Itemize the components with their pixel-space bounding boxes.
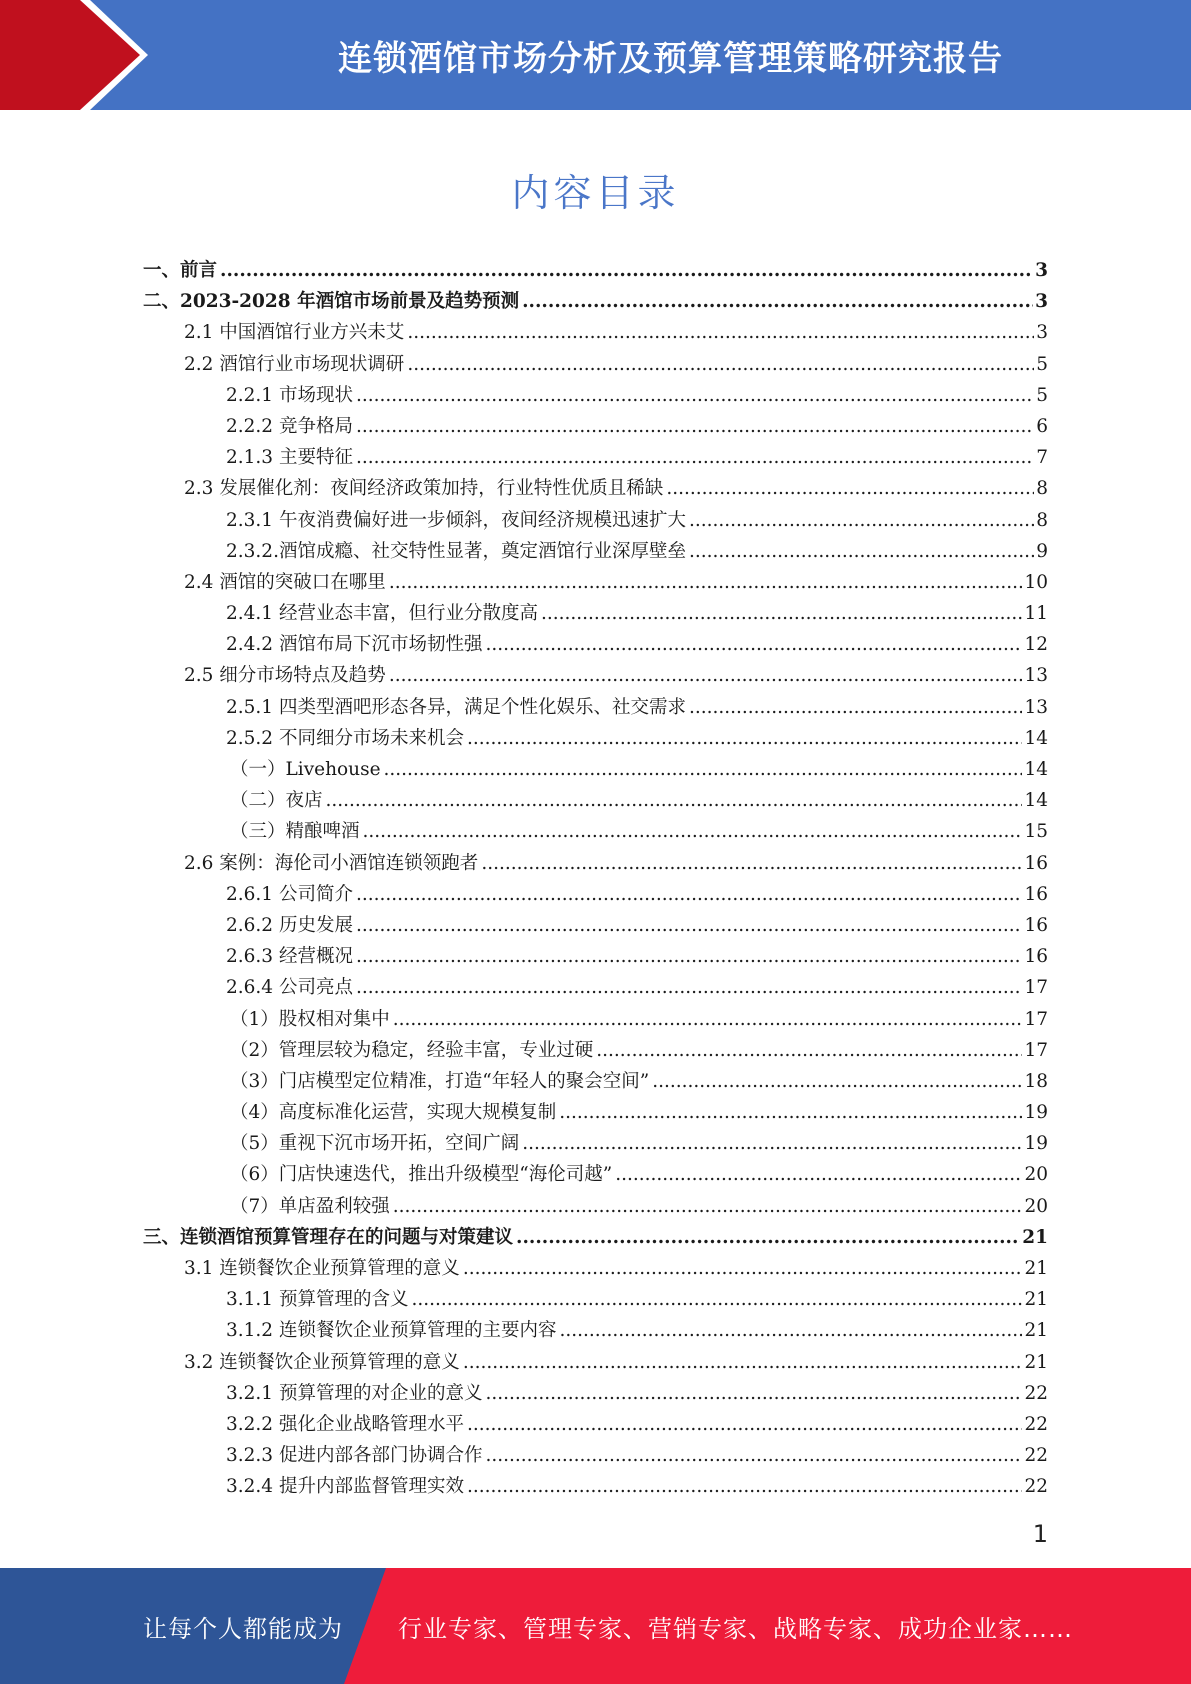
toc-leader-dots bbox=[559, 1097, 1022, 1128]
toc-entry[interactable] bbox=[143, 879, 1048, 910]
toc-entry[interactable] bbox=[143, 1159, 1048, 1190]
toc-entry[interactable] bbox=[143, 598, 1048, 629]
toc-entry[interactable] bbox=[143, 1378, 1048, 1409]
toc-entry-page: 3 bbox=[1035, 291, 1048, 313]
toc-entry-page: 17 bbox=[1024, 1008, 1048, 1030]
toc-entry[interactable] bbox=[143, 1066, 1048, 1097]
toc-leader-dots bbox=[516, 1222, 1020, 1253]
toc-entry-title: 2.3 发展催化剂：夜间经济政策加持，行业特性优质且稀缺 bbox=[184, 478, 664, 500]
toc-entry[interactable] bbox=[143, 692, 1048, 723]
toc-entry[interactable] bbox=[143, 1409, 1048, 1440]
toc-entry-page: 16 bbox=[1024, 946, 1048, 968]
toc-entry-page: 16 bbox=[1024, 914, 1048, 936]
toc-entry-page: 8 bbox=[1036, 478, 1048, 500]
toc-entry-title: （一）Livehouse bbox=[230, 759, 381, 780]
toc-entry[interactable] bbox=[143, 505, 1048, 536]
toc-entry[interactable] bbox=[143, 1128, 1048, 1159]
toc-leader-dots bbox=[467, 1471, 1022, 1502]
toc-entry-title: （3）门店模型定位精准，打造“年轻人的聚会空间” bbox=[230, 1070, 650, 1092]
toc-entry-page: 14 bbox=[1024, 790, 1048, 812]
toc-entry-page: 18 bbox=[1024, 1070, 1048, 1092]
toc-leader-dots bbox=[356, 879, 1023, 910]
toc-leader-dots bbox=[389, 567, 1023, 598]
toc-entry-title: 3.2.3 促进内部各部门协调合作 bbox=[226, 1445, 483, 1467]
toc-entry-page: 21 bbox=[1024, 1289, 1048, 1311]
toc-entry-page: 14 bbox=[1024, 759, 1048, 780]
toc-leader-dots bbox=[689, 692, 1022, 723]
toc-entry-page: 9 bbox=[1036, 540, 1048, 562]
footer-band bbox=[0, 1568, 1191, 1684]
toc-leader-dots bbox=[363, 816, 1023, 847]
toc-entry-title: 3.2 连锁餐饮企业预算管理的意义 bbox=[184, 1351, 460, 1373]
toc-leader-dots bbox=[689, 505, 1034, 536]
toc-entry[interactable] bbox=[143, 1004, 1048, 1035]
toc-leader-dots bbox=[467, 723, 1022, 754]
toc-leader-dots bbox=[384, 754, 1023, 785]
toc-leader-dots bbox=[411, 1284, 1022, 1315]
toc-entry-page: 13 bbox=[1024, 696, 1048, 718]
toc-entry[interactable] bbox=[143, 567, 1048, 598]
toc-entry[interactable] bbox=[143, 941, 1048, 972]
report-title: 连锁酒馆市场分析及预算管理策略研究报告 bbox=[338, 38, 1003, 79]
toc-leader-dots bbox=[463, 1347, 1023, 1378]
toc-leader-dots bbox=[356, 972, 1023, 1003]
toc-entry[interactable] bbox=[143, 536, 1048, 567]
toc-entry-page: 8 bbox=[1036, 509, 1048, 531]
header-band bbox=[0, 0, 1191, 110]
toc-entry-title: 一、前言 bbox=[143, 260, 218, 281]
toc-leader-dots bbox=[522, 286, 1033, 317]
toc-entry-page: 6 bbox=[1036, 415, 1048, 437]
toc-entry-page: 22 bbox=[1024, 1382, 1048, 1404]
toc-entry-title: 3.2.2 强化企业战略管理水平 bbox=[226, 1413, 464, 1435]
toc-entry-title: （4）高度标准化运营，实现大规模复制 bbox=[230, 1102, 557, 1124]
toc-entry[interactable] bbox=[143, 629, 1048, 660]
toc-entry-title: （5）重视下沉市场开拓，空间广阔 bbox=[230, 1133, 520, 1155]
toc-entry-title: 2.1.3 主要特征 bbox=[226, 447, 353, 469]
toc-entry[interactable] bbox=[143, 972, 1048, 1003]
toc-leader-dots bbox=[220, 255, 1033, 286]
toc-leader-dots bbox=[356, 380, 1034, 411]
toc-entry[interactable] bbox=[143, 380, 1048, 411]
toc-leader-dots bbox=[356, 442, 1034, 473]
toc-leader-dots bbox=[541, 598, 1022, 629]
toc-entry-page: 21 bbox=[1024, 1320, 1048, 1342]
toc-entry-title: 二、2023-2028 年酒馆市场前景及趋势预测 bbox=[143, 291, 520, 313]
toc-entry-page: 20 bbox=[1024, 1195, 1048, 1217]
toc-leader-dots bbox=[407, 317, 1034, 348]
toc-entry-title: （三）精酿啤酒 bbox=[230, 821, 360, 843]
toc-entry[interactable] bbox=[143, 411, 1048, 442]
toc-entry-title: （6）门店快速迭代，推出升级模型“海伦司越” bbox=[230, 1164, 613, 1186]
toc-entry-page: 7 bbox=[1036, 447, 1048, 469]
toc-leader-dots bbox=[356, 941, 1023, 972]
toc-entry[interactable] bbox=[143, 317, 1048, 348]
toc-entry-title: 2.5 细分市场特点及趋势 bbox=[184, 665, 386, 687]
toc-entry-title: 2.6.1 公司简介 bbox=[226, 883, 353, 905]
toc-leader-dots bbox=[485, 1378, 1022, 1409]
toc-leader-dots bbox=[689, 536, 1034, 567]
toc-leader-dots bbox=[356, 411, 1034, 442]
toc-entry[interactable] bbox=[143, 723, 1048, 754]
toc-entry[interactable] bbox=[143, 255, 1048, 286]
toc-entry-page: 13 bbox=[1024, 665, 1048, 687]
toc-leader-dots bbox=[463, 1253, 1023, 1284]
toc-entry-title: 3.1.2 连锁餐饮企业预算管理的主要内容 bbox=[226, 1320, 557, 1342]
toc-entry[interactable] bbox=[143, 286, 1048, 317]
toc-entry[interactable] bbox=[143, 785, 1048, 816]
toc-entry-title: 三、连锁酒馆预算管理存在的问题与对策建议 bbox=[143, 1226, 514, 1248]
table-of-contents bbox=[143, 255, 1048, 1503]
toc-entry[interactable] bbox=[143, 1315, 1048, 1346]
toc-entry-page: 3 bbox=[1036, 322, 1048, 344]
toc-entry[interactable] bbox=[143, 1035, 1048, 1066]
toc-entry-page: 5 bbox=[1036, 353, 1048, 375]
toc-entry-page: 5 bbox=[1036, 384, 1048, 406]
toc-entry-title: 3.1 连锁餐饮企业预算管理的意义 bbox=[184, 1258, 460, 1279]
toc-entry-title: 2.3.1 午夜消费偏好进一步倾斜，夜间经济规模迅速扩大 bbox=[226, 509, 686, 531]
toc-entry[interactable] bbox=[143, 1284, 1048, 1315]
toc-entry-title: 2.5.1 四类型酒吧形态各异，满足个性化娱乐、社交需求 bbox=[226, 696, 686, 718]
toc-entry-title: （2）管理层较为稳定，经验丰富，专业过硬 bbox=[230, 1039, 594, 1061]
toc-entry-title: 3.2.4 提升内部监督管理实效 bbox=[226, 1476, 464, 1498]
toc-entry[interactable] bbox=[143, 442, 1048, 473]
toc-leader-dots bbox=[615, 1159, 1022, 1190]
toc-entry-page: 17 bbox=[1024, 1039, 1048, 1061]
toc-leader-dots bbox=[389, 660, 1023, 691]
toc-leader-dots bbox=[485, 1440, 1022, 1471]
toc-entry[interactable] bbox=[143, 754, 1048, 785]
toc-entry-page: 14 bbox=[1024, 727, 1048, 749]
toc-entry[interactable] bbox=[143, 1440, 1048, 1471]
toc-leader-dots bbox=[393, 1191, 1023, 1222]
toc-entry-title: （二）夜店 bbox=[230, 790, 323, 812]
toc-leader-dots bbox=[356, 910, 1023, 941]
toc-leader-dots bbox=[393, 1004, 1023, 1035]
toc-entry-title: 2.2.2 竞争格局 bbox=[226, 415, 353, 437]
toc-entry-page: 17 bbox=[1024, 977, 1048, 999]
toc-entry-title: （1）股权相对集中 bbox=[230, 1008, 390, 1030]
toc-entry-title: 2.6.2 历史发展 bbox=[226, 914, 353, 936]
toc-entry-title: 2.6.3 经营概况 bbox=[226, 946, 353, 968]
toc-leader-dots bbox=[407, 349, 1034, 380]
toc-entry-title: 2.5.2 不同细分市场未来机会 bbox=[226, 727, 464, 749]
toc-entry-page: 3 bbox=[1035, 260, 1048, 281]
toc-entry-title: 2.1 中国酒馆行业方兴未艾 bbox=[184, 322, 405, 344]
toc-entry-page: 22 bbox=[1024, 1413, 1048, 1435]
toc-entry[interactable] bbox=[143, 848, 1048, 879]
toc-entry[interactable] bbox=[143, 473, 1048, 504]
toc-entry-page: 20 bbox=[1024, 1164, 1048, 1186]
toc-entry[interactable] bbox=[143, 1471, 1048, 1502]
toc-entry-page: 16 bbox=[1024, 883, 1048, 905]
toc-entry-page: 21 bbox=[1022, 1226, 1048, 1248]
toc-entry-title: 3.1.1 预算管理的含义 bbox=[226, 1289, 409, 1311]
toc-entry-page: 16 bbox=[1024, 852, 1048, 874]
toc-entry[interactable] bbox=[143, 816, 1048, 847]
toc-leader-dots bbox=[666, 473, 1034, 504]
toc-leader-dots bbox=[326, 785, 1023, 816]
toc-entry-page: 11 bbox=[1024, 603, 1048, 625]
toc-entry-page: 15 bbox=[1024, 821, 1048, 843]
toc-entry-page: 22 bbox=[1024, 1445, 1048, 1467]
toc-entry-page: 22 bbox=[1024, 1476, 1048, 1498]
toc-entry-page: 19 bbox=[1024, 1102, 1048, 1124]
toc-leader-dots bbox=[652, 1066, 1022, 1097]
toc-entry[interactable] bbox=[143, 1253, 1048, 1284]
toc-entry-title: 2.4.1 经营业态丰富，但行业分散度高 bbox=[226, 603, 538, 625]
toc-entry-title: 2.6 案例：海伦司小酒馆连锁领跑者 bbox=[184, 852, 479, 874]
toc-heading: 内容目录 bbox=[511, 171, 680, 215]
footer-slogan-right: 行业专家、管理专家、营销专家、战略专家、成功企业家…… bbox=[398, 1614, 1073, 1643]
toc-entry[interactable] bbox=[143, 910, 1048, 941]
toc-leader-dots bbox=[522, 1128, 1022, 1159]
toc-leader-dots bbox=[485, 629, 1022, 660]
toc-entry-title: 2.4.2 酒馆布局下沉市场韧性强 bbox=[226, 634, 483, 656]
toc-entry-title: 2.2.1 市场现状 bbox=[226, 384, 353, 406]
toc-entry-page: 19 bbox=[1024, 1133, 1048, 1155]
toc-entry-title: 2.3.2.酒馆成瘾、社交特性显著，奠定酒馆行业深厚壁垒 bbox=[226, 540, 686, 562]
page-number: 1 bbox=[1032, 1520, 1048, 1548]
toc-entry[interactable] bbox=[143, 1097, 1048, 1128]
toc-entry-title: 2.4 酒馆的突破口在哪里 bbox=[184, 571, 386, 593]
toc-entry[interactable] bbox=[143, 1191, 1048, 1222]
toc-entry-title: 3.2.1 预算管理的对企业的意义 bbox=[226, 1382, 483, 1404]
toc-leader-dots bbox=[559, 1315, 1022, 1346]
toc-entry[interactable] bbox=[143, 660, 1048, 691]
toc-entry-page: 21 bbox=[1024, 1351, 1048, 1373]
toc-entry[interactable] bbox=[143, 349, 1048, 380]
toc-entry[interactable] bbox=[143, 1222, 1048, 1253]
toc-entry-page: 12 bbox=[1024, 634, 1048, 656]
toc-leader-dots bbox=[481, 848, 1022, 879]
toc-entry[interactable] bbox=[143, 1347, 1048, 1378]
toc-entry-title: 2.6.4 公司亮点 bbox=[226, 977, 353, 999]
toc-entry-title: （7）单店盈利较强 bbox=[230, 1195, 390, 1217]
toc-entry-page: 21 bbox=[1024, 1258, 1048, 1279]
toc-entry-page: 10 bbox=[1024, 571, 1048, 593]
toc-entry-title: 2.2 酒馆行业市场现状调研 bbox=[184, 353, 405, 375]
toc-leader-dots bbox=[467, 1409, 1022, 1440]
footer-slogan-left: 让每个人都能成为 bbox=[143, 1614, 343, 1643]
toc-leader-dots bbox=[596, 1035, 1022, 1066]
